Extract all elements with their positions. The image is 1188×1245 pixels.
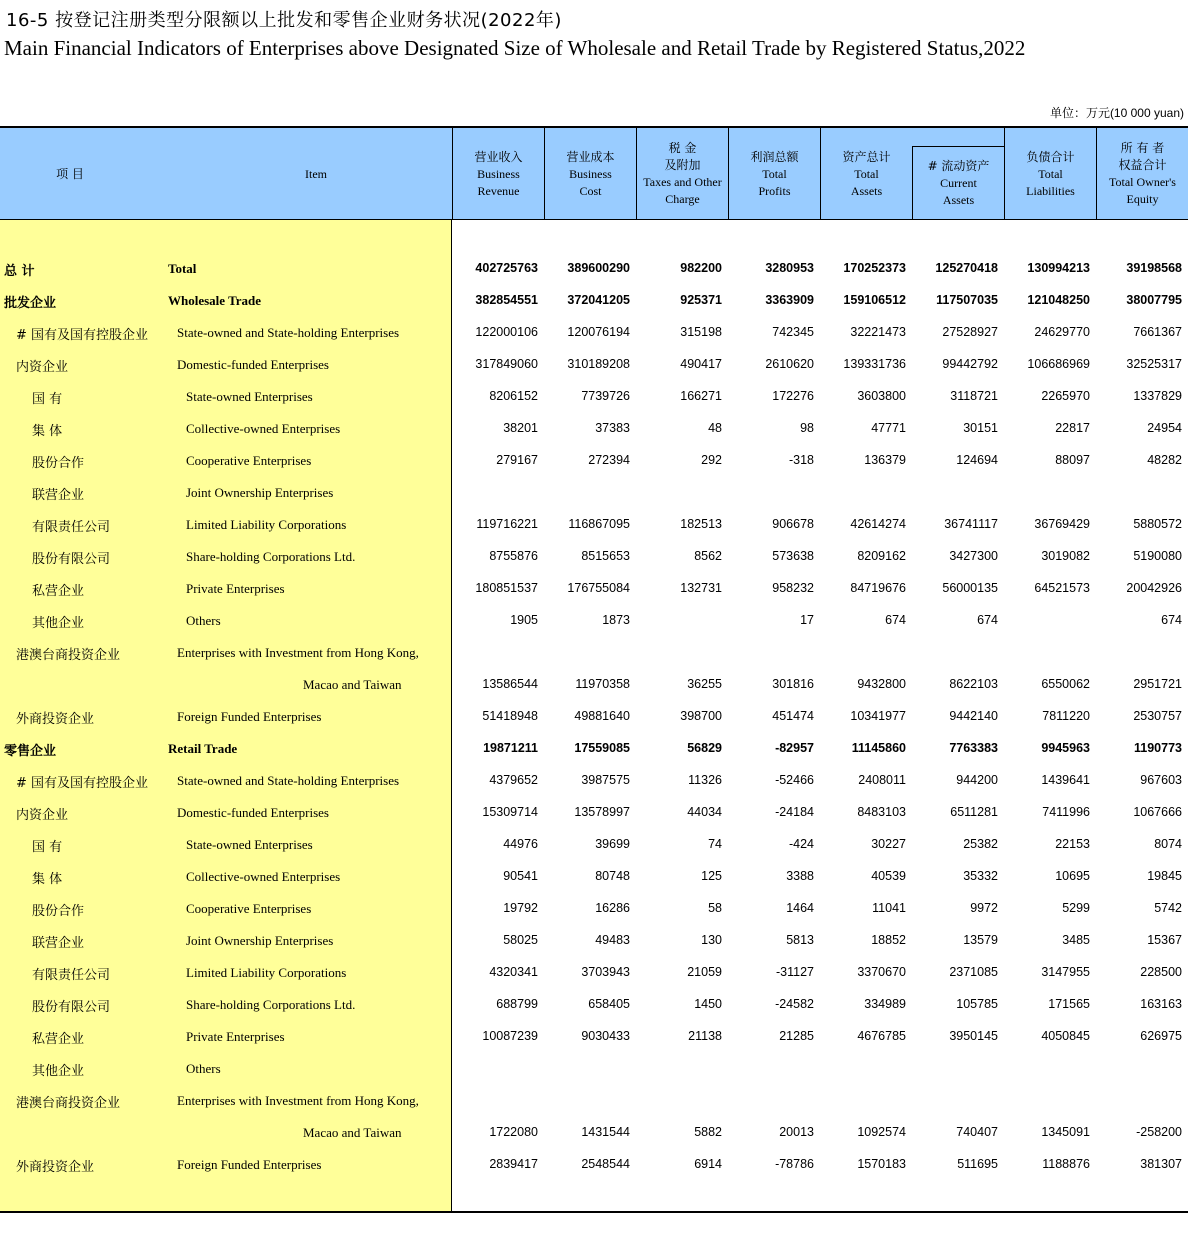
row-value: 15309714 (482, 805, 538, 819)
row-value: 42614274 (850, 517, 906, 531)
row-value: 272394 (588, 453, 630, 467)
row-value: 1450 (694, 997, 722, 1011)
row-value: 180851537 (475, 581, 538, 595)
row-label-cn: # 国有及国有控股企业 (16, 776, 149, 791)
row-value: 2610620 (765, 357, 814, 371)
row-value: -24582 (775, 997, 814, 1011)
row-value: 11041 (872, 901, 906, 915)
row-value: 7411996 (1042, 805, 1090, 819)
row-value: 3363909 (765, 293, 814, 307)
row-value: 35332 (963, 869, 998, 883)
row-label-en: Limited Liability Corporations (186, 965, 347, 980)
row-label-cn: 联营企业 (32, 936, 85, 951)
row-label-en: Enterprises with Investment from Hong Kong, (177, 645, 419, 660)
row-value: 74 (708, 837, 722, 851)
page-title-en: Main Financial Indicators of Enterprises above Designated Size of Wholesale and Retail Trade by Registered Status,2022 (4, 36, 1026, 60)
row-value: 88097 (1055, 453, 1090, 467)
row-value: 315198 (680, 325, 722, 339)
row-label-cn: 私营企业 (32, 1032, 85, 1047)
row-value: 7811220 (1042, 709, 1090, 723)
table-bottom-rule (0, 1211, 1188, 1213)
row-value: 2408011 (858, 773, 906, 787)
row-value: 16286 (595, 901, 630, 915)
row-value: 13586544 (482, 677, 538, 691)
row-value: 3019082 (1041, 549, 1090, 563)
table-row (0, 796, 1188, 828)
table-row (0, 572, 1188, 604)
row-value: 2951721 (1133, 677, 1182, 691)
row-label-en: Others (186, 613, 221, 628)
row-value: 56829 (687, 741, 722, 755)
row-value: 8562 (694, 549, 722, 563)
table-row (0, 444, 1188, 476)
row-value: 117507035 (936, 293, 998, 307)
row-value: 398700 (680, 709, 722, 723)
row-label-cn: 联营企业 (32, 488, 85, 503)
row-value: 25382 (963, 837, 998, 851)
table-row (0, 764, 1188, 796)
row-value: 105785 (956, 997, 998, 1011)
table-row (0, 924, 1188, 956)
row-value: 4676785 (857, 1029, 906, 1043)
row-label-cn: 股份合作 (32, 456, 85, 471)
row-value: 925371 (680, 293, 722, 307)
row-label-cn: 股份合作 (32, 904, 85, 919)
row-value: 8209162 (857, 549, 906, 563)
row-value: 334989 (864, 997, 906, 1011)
row-value: 301816 (772, 677, 814, 691)
row-value: 626975 (1140, 1029, 1182, 1043)
row-value: 56000135 (942, 581, 998, 595)
row-value: 9972 (970, 901, 998, 915)
row-value: -31127 (776, 965, 814, 979)
row-value: 30151 (963, 421, 998, 435)
row-value: 1464 (786, 901, 814, 915)
row-value: 3703943 (581, 965, 630, 979)
row-label-en: Wholesale Trade (168, 293, 262, 308)
row-value: 166271 (680, 389, 722, 403)
row-value: 11970358 (575, 677, 630, 691)
row-value: 10341977 (850, 709, 906, 723)
row-value: 176755084 (567, 581, 630, 595)
row-value: -82957 (775, 741, 814, 755)
row-label-en: Enterprises with Investment from Hong Kong, (177, 1093, 419, 1108)
row-label-en: Joint Ownership Enterprises (186, 933, 334, 948)
table-row (0, 860, 1188, 892)
row-value: 39699 (595, 837, 630, 851)
row-value: 3118721 (950, 389, 998, 403)
row-value: 21138 (688, 1029, 722, 1043)
header-business-cost: 营业成本 Business Cost (544, 128, 636, 220)
row-value: 3370670 (857, 965, 906, 979)
row-value: 958232 (772, 581, 814, 595)
row-value: 39198568 (1126, 261, 1182, 275)
table-row (0, 1084, 1188, 1116)
row-label-cn: 股份有限公司 (32, 552, 111, 567)
row-label-cn: 批发企业 (4, 296, 57, 311)
header-taxes: 税 金 及附加 Taxes and Other Charge (636, 128, 728, 220)
row-value: 99442792 (942, 357, 998, 371)
table-row (0, 380, 1188, 412)
row-label-en: Macao and Taiwan (303, 677, 402, 692)
row-label-en: Private Enterprises (186, 581, 285, 596)
row-value: 51418948 (482, 709, 538, 723)
row-value: 4050845 (1041, 1029, 1090, 1043)
row-label-cn: 内资企业 (16, 808, 69, 823)
row-value: 8622103 (949, 677, 998, 691)
row-label-cn: 港澳台商投资企业 (16, 1096, 121, 1111)
row-value: 49881640 (574, 709, 630, 723)
row-value: 5190080 (1133, 549, 1182, 563)
row-value: 11145860 (851, 741, 906, 755)
row-value: 2265970 (1041, 389, 1090, 403)
row-value: 5742 (1154, 901, 1182, 915)
row-value: 170252373 (843, 261, 906, 275)
table-row (0, 1148, 1188, 1180)
row-value: 6511281 (950, 805, 998, 819)
row-value: 48282 (1147, 453, 1182, 467)
row-value: 658405 (588, 997, 630, 1011)
row-value: 3950145 (949, 1029, 998, 1043)
row-value: 18852 (871, 933, 906, 947)
row-value: -52466 (775, 773, 814, 787)
row-value: 1873 (602, 613, 630, 627)
row-value: 44976 (503, 837, 538, 851)
row-value: 511695 (957, 1157, 998, 1171)
row-value: 3987575 (581, 773, 630, 787)
row-value: 106686969 (1027, 357, 1090, 371)
row-label-en: State-owned Enterprises (186, 837, 313, 852)
row-value: 20042926 (1126, 581, 1182, 595)
row-label-en: Cooperative Enterprises (186, 453, 312, 468)
row-value: 24954 (1147, 421, 1182, 435)
row-value: 58 (708, 901, 722, 915)
row-value: 3427300 (949, 549, 998, 563)
row-label-cn: 集 体 (32, 872, 63, 887)
row-value: 4379652 (489, 773, 538, 787)
row-value: 967603 (1140, 773, 1182, 787)
row-value: 17 (800, 613, 814, 627)
row-value: 116867095 (568, 517, 630, 531)
row-value: 3485 (1062, 933, 1090, 947)
row-value: 5880572 (1133, 517, 1182, 531)
row-value: 7739726 (581, 389, 630, 403)
row-value: 1431544 (581, 1125, 630, 1139)
header-item-en: Item (305, 166, 327, 181)
row-label-en: Collective-owned Enterprises (186, 421, 341, 436)
row-value: 171565 (1048, 997, 1090, 1011)
row-value: 159106512 (843, 293, 906, 307)
table-row (0, 316, 1188, 348)
row-value: 20013 (779, 1125, 814, 1139)
row-label-en: Domestic-funded Enterprises (177, 805, 329, 820)
row-value: 7661367 (1133, 325, 1182, 339)
row-value: 982200 (680, 261, 722, 275)
row-value: 8515653 (581, 549, 630, 563)
row-value: 36769429 (1034, 517, 1090, 531)
row-label-cn: 港澳台商投资企业 (16, 648, 121, 663)
table-body (0, 252, 1188, 1180)
row-value: 9030433 (581, 1029, 630, 1043)
row-value: 80748 (595, 869, 630, 883)
table-row (0, 700, 1188, 732)
row-value: 3603800 (857, 389, 906, 403)
row-value: -78786 (775, 1157, 814, 1171)
table-row (0, 636, 1188, 668)
row-value: 163163 (1140, 997, 1182, 1011)
row-value: 381307 (1140, 1157, 1182, 1171)
row-value: 21059 (687, 965, 722, 979)
row-value: 740407 (956, 1125, 998, 1139)
table-header (0, 126, 1188, 220)
row-label-cn: 其他企业 (32, 1064, 85, 1079)
row-value: 944200 (956, 773, 998, 787)
row-value: 2371085 (949, 965, 998, 979)
row-value: 37383 (595, 421, 630, 435)
header-total-liabilities: 负债合计 Total Liabilities (1004, 128, 1096, 220)
row-value: 6550062 (1041, 677, 1090, 691)
row-value: -424 (788, 837, 814, 851)
row-value: 22153 (1055, 837, 1090, 851)
row-value: 1439641 (1041, 773, 1090, 787)
row-value: 47771 (871, 421, 906, 435)
row-value: 36741117 (944, 517, 998, 531)
row-value: 17559085 (574, 741, 630, 755)
header-total-assets: 资产总计 Total Assets (820, 128, 912, 220)
row-label-cn: 私营企业 (32, 584, 85, 599)
header-current-assets: # 流动资产 Current Assets (912, 146, 1004, 220)
table-row (0, 348, 1188, 380)
row-label-cn: 有限责任公司 (32, 520, 111, 535)
row-value: 32525317 (1126, 357, 1182, 371)
row-value: 64521573 (1034, 581, 1090, 595)
row-label-en: Share-holding Corporations Ltd. (186, 997, 356, 1012)
table-row (0, 1116, 1188, 1148)
row-value: 130 (701, 933, 722, 947)
row-value: 125270418 (935, 261, 998, 275)
row-value: 40539 (871, 869, 906, 883)
row-label-en: Collective-owned Enterprises (186, 869, 341, 884)
row-value: 172276 (772, 389, 814, 403)
row-value: 279167 (496, 453, 538, 467)
row-value: 19871211 (483, 741, 538, 755)
row-value: 10087239 (482, 1029, 538, 1043)
header-business-revenue: 营业收入 Business Revenue (452, 128, 544, 220)
row-value: 906678 (772, 517, 814, 531)
row-label-cn: 国 有 (32, 840, 63, 855)
row-value: 490417 (680, 357, 722, 371)
table-row (0, 604, 1188, 636)
row-value: 8483103 (857, 805, 906, 819)
row-value: 8206152 (489, 389, 538, 403)
row-label-en: Domestic-funded Enterprises (177, 357, 329, 372)
row-value: 9442140 (949, 709, 998, 723)
row-value: 2548544 (581, 1157, 630, 1171)
row-value: 292 (701, 453, 722, 467)
table-row (0, 412, 1188, 444)
row-value: 130994213 (1027, 261, 1090, 275)
row-value: 4320341 (489, 965, 538, 979)
row-value: 19845 (1147, 869, 1182, 883)
row-value: 372041205 (567, 293, 630, 307)
row-value: 674 (885, 613, 906, 627)
row-value: 389600290 (567, 261, 630, 275)
row-label-en: State-owned Enterprises (186, 389, 313, 404)
row-label-en: Foreign Funded Enterprises (177, 1157, 322, 1172)
row-value: 2530757 (1133, 709, 1182, 723)
row-value: 1905 (510, 613, 538, 627)
row-label-en: Foreign Funded Enterprises (177, 709, 322, 724)
header-owners-equity: 所 有 者 权益合计 Total Owner's Equity (1096, 128, 1188, 220)
row-value: -24184 (775, 805, 814, 819)
row-label-cn: 股份有限公司 (32, 1000, 111, 1015)
row-label-cn: 总 计 (4, 264, 35, 279)
row-value: 688799 (496, 997, 538, 1011)
row-value: 1188876 (1042, 1157, 1090, 1171)
row-label-en: Total (168, 261, 197, 276)
row-label-en: Macao and Taiwan (303, 1125, 402, 1140)
table-row (0, 252, 1188, 284)
row-label-en: State-owned and State-holding Enterprises (177, 325, 400, 340)
row-value: 317849060 (475, 357, 538, 371)
row-value: 1570183 (857, 1157, 906, 1171)
row-value: 5299 (1062, 901, 1090, 915)
row-value: 58025 (503, 933, 538, 947)
row-value: 38007795 (1126, 293, 1182, 307)
row-value: 19792 (503, 901, 538, 915)
row-value: 84719676 (850, 581, 906, 595)
page-title-cn: 16-5 按登记注册类型分限额以上批发和零售企业财务状况(2022年) (6, 10, 562, 31)
row-value: 22817 (1055, 421, 1090, 435)
row-value: 382854551 (475, 293, 538, 307)
table-row (0, 956, 1188, 988)
table-row (0, 668, 1188, 700)
row-label-en: Share-holding Corporations Ltd. (186, 549, 356, 564)
row-label-cn: # 国有及国有控股企业 (16, 328, 149, 343)
row-label-en: Others (186, 1061, 221, 1076)
row-value: -258200 (1136, 1125, 1182, 1139)
row-label-en: Cooperative Enterprises (186, 901, 312, 916)
row-value: 1345091 (1041, 1125, 1090, 1139)
row-value: 310189208 (567, 357, 630, 371)
table-row (0, 988, 1188, 1020)
row-value: 24629770 (1034, 325, 1090, 339)
row-label-en: Joint Ownership Enterprises (186, 485, 334, 500)
row-value: 1190773 (1134, 741, 1182, 755)
row-value: 122000106 (475, 325, 538, 339)
row-value: 21285 (779, 1029, 814, 1043)
row-value: 32221473 (850, 325, 906, 339)
row-value: 742345 (772, 325, 814, 339)
header-total-profits: 利润总额 Total Profits (728, 128, 820, 220)
row-label-cn: 国 有 (32, 392, 63, 407)
table-row (0, 1052, 1188, 1084)
row-value: 49483 (595, 933, 630, 947)
row-value: 674 (977, 613, 998, 627)
row-value: 182513 (680, 517, 722, 531)
table-row (0, 828, 1188, 860)
row-value: 30227 (871, 837, 906, 851)
row-value: 10695 (1055, 869, 1090, 883)
row-value: 2839417 (489, 1157, 538, 1171)
row-value: 139331736 (843, 357, 906, 371)
row-value: 573638 (772, 549, 814, 563)
row-value: 121048250 (1027, 293, 1090, 307)
row-value: 136379 (864, 453, 906, 467)
row-value: 98 (800, 421, 814, 435)
row-value: 119716221 (476, 517, 538, 531)
row-value: 8755876 (489, 549, 538, 563)
row-value: 674 (1161, 613, 1182, 627)
row-value: 13578997 (574, 805, 630, 819)
row-value: 7763383 (949, 741, 998, 755)
row-label-en: State-owned and State-holding Enterprises (177, 773, 400, 788)
table-row (0, 508, 1188, 540)
row-value: -318 (788, 453, 814, 467)
row-label-cn: 内资企业 (16, 360, 69, 375)
table-row (0, 892, 1188, 924)
row-label-en: Retail Trade (168, 741, 238, 756)
row-value: 132731 (680, 581, 722, 595)
row-value: 8074 (1154, 837, 1182, 851)
row-value: 15367 (1147, 933, 1182, 947)
row-label-en: Private Enterprises (186, 1029, 285, 1044)
row-value: 124694 (956, 453, 998, 467)
row-value: 90541 (503, 869, 538, 883)
table-row (0, 540, 1188, 572)
row-value: 402725763 (475, 261, 538, 275)
row-value: 6914 (694, 1157, 722, 1171)
row-label-en: Limited Liability Corporations (186, 517, 347, 532)
row-value: 11326 (688, 773, 722, 787)
table-row (0, 284, 1188, 316)
header-item-cn: 项 目 (56, 166, 84, 181)
row-value: 228500 (1140, 965, 1182, 979)
row-value: 3280953 (765, 261, 814, 275)
row-label-cn: 其他企业 (32, 616, 85, 631)
row-value: 9945963 (1041, 741, 1090, 755)
row-value: 1337829 (1133, 389, 1182, 403)
row-value: 120076194 (567, 325, 630, 339)
row-value: 27528927 (942, 325, 998, 339)
row-value: 13579 (963, 933, 998, 947)
table-row (0, 476, 1188, 508)
row-value: 9432800 (857, 677, 906, 691)
row-value: 1067666 (1133, 805, 1182, 819)
row-value: 36255 (687, 677, 722, 691)
row-value: 44034 (687, 805, 722, 819)
row-value: 1722080 (489, 1125, 538, 1139)
row-value: 1092574 (857, 1125, 906, 1139)
row-label-cn: 零售企业 (4, 744, 57, 759)
table-row (0, 1020, 1188, 1052)
row-label-cn: 有限责任公司 (32, 968, 111, 983)
unit-label: 单位：万元(10 000 yuan) (1049, 106, 1184, 120)
row-value: 38201 (503, 421, 538, 435)
row-label-cn: 外商投资企业 (16, 712, 95, 727)
table-row (0, 732, 1188, 764)
row-value: 125 (701, 869, 722, 883)
row-label-cn: 集 体 (32, 424, 63, 439)
row-value: 3388 (786, 869, 814, 883)
row-label-cn: 外商投资企业 (16, 1160, 95, 1175)
row-value: 3147955 (1041, 965, 1090, 979)
row-value: 5813 (786, 933, 814, 947)
row-value: 451474 (772, 709, 814, 723)
row-value: 48 (708, 421, 722, 435)
row-value: 5882 (694, 1125, 722, 1139)
